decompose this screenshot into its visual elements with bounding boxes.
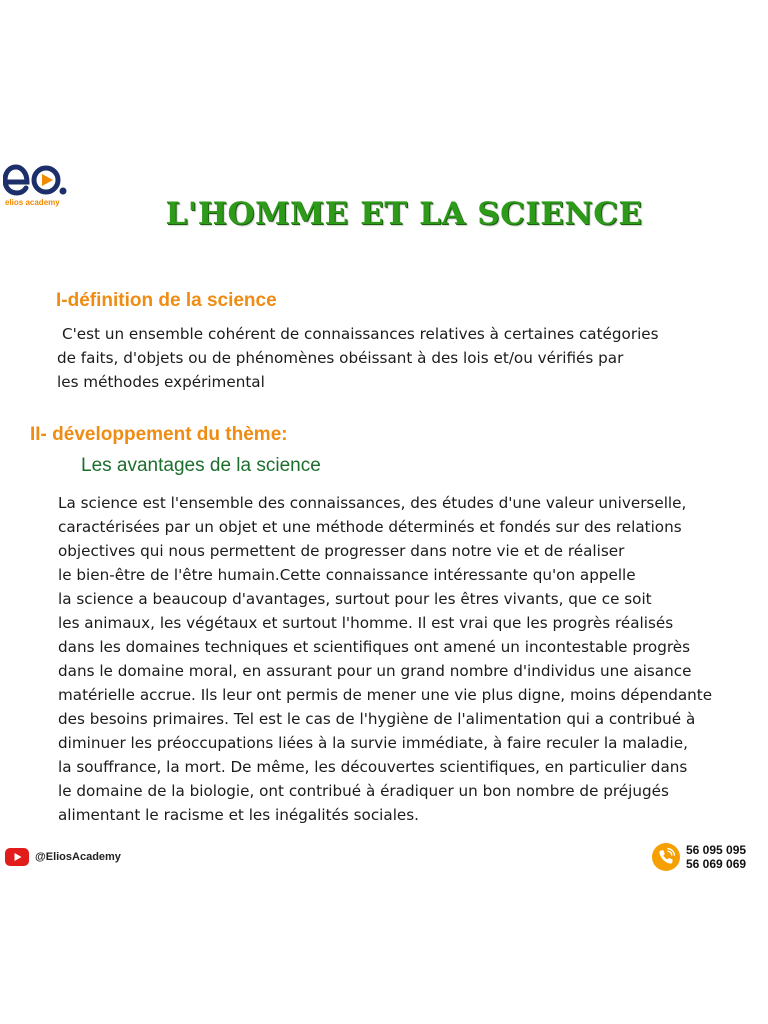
body-line: la souffrance, la mort. De même, les découvertes scientifiques, en particulier dans	[58, 758, 688, 776]
body-line: La science est l'ensemble des connaissances, des études d'une valeur universelle,	[58, 494, 687, 512]
body-line: dans le domaine moral, en assurant pour un grand nombre d'individus une aisance	[58, 662, 692, 680]
section1-heading: I-définition de la science	[56, 290, 277, 311]
body-line: le bien-être de l'être humain.Cette connaissance intéressante qu'on appelle	[58, 566, 636, 584]
youtube-icon	[5, 848, 29, 866]
body-line: la science a beaucoup d'avantages, surtout pour les êtres vivants, que ce soit	[58, 590, 652, 608]
phone-number[interactable]: 56 069 069	[686, 857, 747, 871]
body-line: des besoins primaires. Tel est le cas de l'hygiène de l'alimentation qui a contribué à	[58, 710, 696, 728]
phone-number[interactable]: 56 095 095	[686, 843, 747, 857]
body-line: le domaine de la biologie, ont contribué à éradiquer un bon nombre de préjugés	[58, 782, 669, 800]
body-line: matérielle accrue. Ils leur ont permis de mener une vie plus digne, moins dépendante	[58, 686, 713, 704]
body-line: diminuer les préoccupations liées à la survie immédiate, à faire reculer la maladie,	[58, 734, 688, 752]
body-line: les animaux, les végétaux et surtout l'homme. Il est vrai que les progrès réalisés	[58, 614, 674, 632]
phone-icon	[652, 843, 680, 871]
brand-name: elios academy	[5, 198, 60, 207]
phone-numbers	[686, 843, 746, 871]
section1-line: de faits, d'objets ou de phénomènes obéissant à des lois et/ou vérifiés par	[57, 349, 624, 367]
section2-heading: II- développement du thème:	[30, 424, 288, 445]
body-line: objectives qui nous permettent de progresser dans notre vie et de réaliser	[58, 542, 625, 560]
body-line: dans les domaines techniques et scientifiques ont amené un incontestable progrès	[58, 638, 691, 656]
section1-line: C'est un ensemble cohérent de connaissances relatives à certaines catégories	[62, 325, 659, 343]
youtube-link[interactable]	[5, 845, 121, 869]
body-line: alimentant le racisme et les inégalités sociales.	[58, 806, 419, 824]
section1-line: les méthodes expérimental	[57, 373, 265, 391]
body-line: caractérisées par un objet et une méthode déterminés et fondés sur des relations	[58, 518, 682, 536]
youtube-handle: @EliosAcademy	[35, 851, 121, 863]
section2-subheading: Les avantages de la science	[81, 455, 321, 476]
page-title: L'HOMME ET LA SCIENCE	[165, 196, 643, 232]
